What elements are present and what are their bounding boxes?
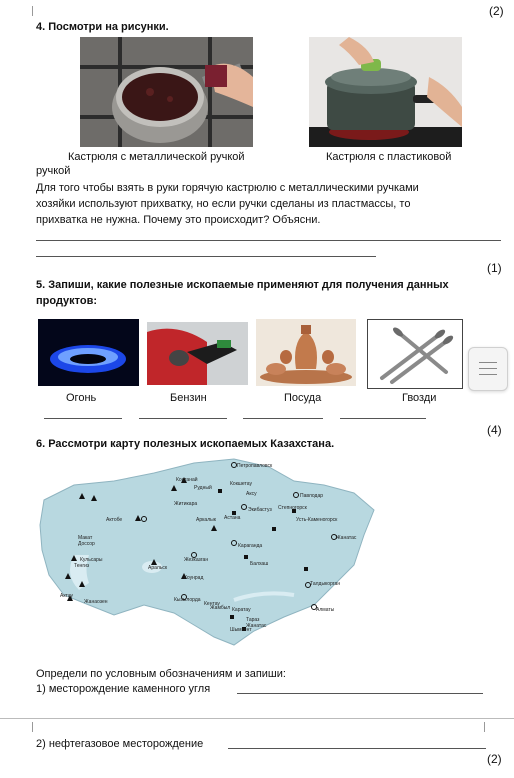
frame-line-top-left xyxy=(32,6,33,16)
q4-body-line-1: Для того чтобы взять в руки горячую кастрюлю с металлическими ручками xyxy=(36,182,419,194)
map-label: Караганда xyxy=(238,543,263,549)
frame-line-bottom-left xyxy=(32,722,33,732)
map-label: Талдыкорган xyxy=(310,581,341,587)
map-label: Тенгиз xyxy=(74,563,90,569)
map-label: Аральск xyxy=(148,565,168,571)
map-label: Костанай xyxy=(176,477,198,483)
caption-wrap: ручкой xyxy=(36,165,71,177)
answer-line-2 xyxy=(36,256,376,257)
item-label-gasoline: Бензин xyxy=(170,392,207,404)
answer-blank-dishes xyxy=(243,418,323,419)
fire-image xyxy=(38,319,139,386)
map-label: Актобе xyxy=(106,517,123,523)
map-label: Жанатас xyxy=(246,623,267,629)
q5-title-line-1: 5. Запиши, какие полезные ископаемые применяют для получения данных xyxy=(36,279,449,291)
map-label: Аркалык xyxy=(196,517,216,523)
map-label: Тараз xyxy=(246,617,260,623)
map-label: Кызылорда xyxy=(174,597,201,603)
map-label: Доссор xyxy=(78,541,95,547)
floating-menu-button[interactable] xyxy=(468,347,508,391)
q6-task-2-points: (2) xyxy=(487,752,502,766)
gasoline-image xyxy=(147,322,248,385)
q6-points: (4) xyxy=(487,423,502,437)
map-label: Астана xyxy=(224,515,241,521)
q5-points: (1) xyxy=(487,261,502,275)
q4-points: (2) xyxy=(489,4,504,18)
map-label: Жанатас xyxy=(336,535,357,541)
map-label: Усть-Каменогорск xyxy=(296,517,338,523)
kazakhstan-minerals-map xyxy=(34,455,379,662)
answer-blank-nails xyxy=(340,418,426,419)
q5-title-line-2: продуктов: xyxy=(36,295,98,307)
q4-body-line-2: хозяйки используют прихватку, но если ручки сделаны из пластмассы, то xyxy=(36,198,411,210)
map-label: Житикара xyxy=(174,501,198,507)
q4-title: 4. Посмотри на рисунки. xyxy=(36,21,169,33)
map-label: Каратау xyxy=(232,607,251,613)
map-label: Балхаш xyxy=(250,561,269,567)
map-label: Кокшетау xyxy=(230,481,252,487)
q4-body-line-3: прихватка не нужна. Почему это происходит? Объясни. xyxy=(36,214,321,226)
item-label-fire: Огонь xyxy=(66,392,97,404)
item-label-dishes: Посуда xyxy=(284,392,322,404)
map-label: Аксу xyxy=(246,491,257,497)
answer-line-1 xyxy=(36,240,501,241)
answer-line-coal xyxy=(237,693,483,694)
dishes-image xyxy=(256,319,356,386)
map-label: Макат xyxy=(78,535,93,541)
caption-plastic-handle: Кастрюля с пластиковой xyxy=(326,151,452,163)
map-label: Жамбыл xyxy=(210,605,231,611)
map-label: Экибастуз xyxy=(248,507,272,513)
answer-blank-gasoline xyxy=(139,418,227,419)
item-label-nails: Гвозди xyxy=(402,392,437,404)
map-label: Шымкент xyxy=(230,627,252,633)
map-label: Кентау xyxy=(204,601,220,607)
map-label: Павлодар xyxy=(300,493,324,499)
map-label: Петропавловск xyxy=(237,463,273,469)
map-label: Степногорск xyxy=(278,505,307,511)
map-label: Актау xyxy=(60,593,74,599)
frame-line-bottom-right xyxy=(484,722,485,732)
page-break-line xyxy=(0,718,514,719)
answer-blank-fire xyxy=(44,418,122,419)
q6-task-2: 2) нефтегазовое месторождение xyxy=(36,738,204,750)
nails-image xyxy=(367,319,463,389)
q6-instruction: Определи по условным обозначениям и запиши: xyxy=(36,668,286,680)
answer-line-oil-gas xyxy=(228,748,486,749)
map-label: Алматы xyxy=(316,607,335,613)
q6-task-1: 1) месторождение каменного угля xyxy=(36,683,211,695)
map-label: Жанаозен xyxy=(84,599,108,605)
pot-plastic-handle-image xyxy=(309,37,462,147)
map-label: Жезказган xyxy=(184,557,209,563)
pot-metal-handle-image xyxy=(80,37,253,147)
caption-metal-handle: Кастрюля с металлической ручкой xyxy=(68,151,245,163)
map-label: Коунрад xyxy=(184,575,204,581)
map-label: Рудный xyxy=(194,485,212,491)
map-label: Кульсары xyxy=(80,557,103,563)
q6-title: 6. Рассмотри карту полезных ископаемых Казахстана. xyxy=(36,438,335,450)
